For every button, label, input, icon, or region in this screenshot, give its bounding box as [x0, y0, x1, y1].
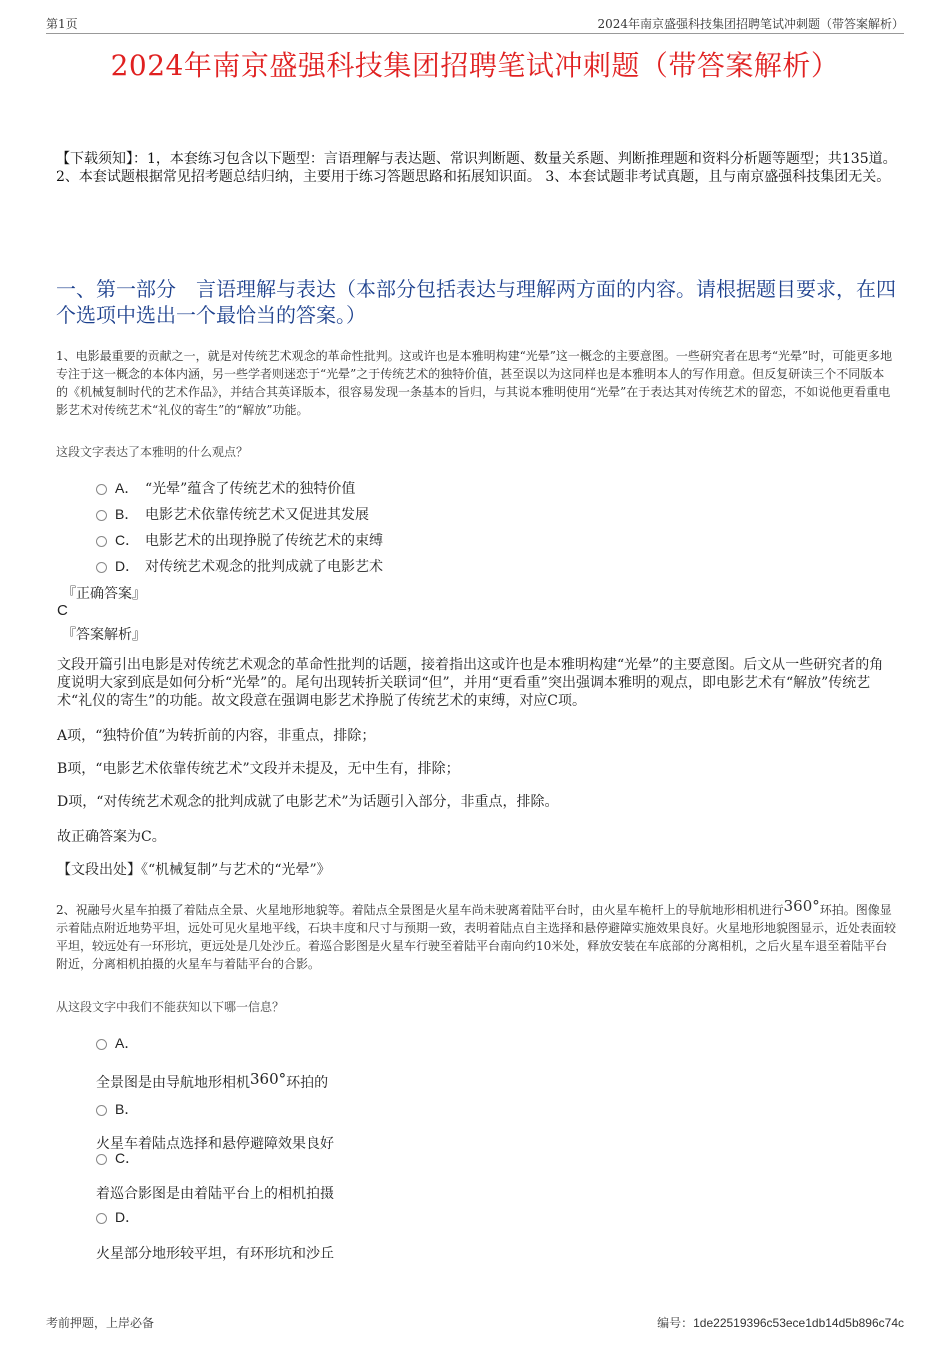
footer-doc-id: 编号：1de22519396c53ece1db14d5b896c74c — [657, 1316, 904, 1330]
analysis-label: 『答案解析』 — [62, 627, 146, 643]
q2-option-b-text: 火星车着陆点选择和悬停避障效果良好 — [96, 1136, 334, 1152]
radio-icon[interactable] — [96, 1213, 107, 1224]
q1-option-b[interactable]: B． 电影艺术依靠传统艺术又促进其发展 — [96, 504, 369, 524]
radio-icon[interactable] — [96, 484, 107, 495]
question-2-text: 2、祝融号火星车拍摄了着陆点全景、火星地形地貌等。着陆点全景图是火星车尚未驶离着陆平台时，由火星车桅杆上的导航地形相机进行360°环拍。图像显示着陆点附近地势平坦，远处可见火星地平线，石块丰度和尺寸与预期一致，表明着陆点自主选择和悬停避障实施效果良好。火星地形地貌图显示，近处表面较平坦，较远处有一环形坑，更远处是几处沙丘。着巡合影图是火星车行驶至着陆平台南向约10米处，释放安装在车底部的分离相机，之后火星车退至着陆平台附近，分离相机拍摄的火星车与着陆平台的合影。 — [56, 897, 897, 971]
header-doc-title: 2024年南京盛强科技集团招聘笔试冲刺题（带答案解析） — [597, 17, 904, 31]
analysis-item-b: B项，“电影艺术依靠传统艺术”文段并未提及，无中生有，排除； — [57, 761, 460, 777]
analysis-conclusion: 故正确答案为C。 — [57, 829, 166, 845]
radio-icon[interactable] — [96, 1105, 107, 1116]
q2-option-d[interactable]: D． — [96, 1207, 145, 1227]
radio-icon[interactable] — [96, 536, 107, 547]
q2-option-b[interactable]: B． — [96, 1099, 145, 1119]
q2-option-a[interactable]: A． — [96, 1033, 145, 1053]
q2-option-a-text: 全景图是由导航地形相机360°环拍的 — [96, 1070, 329, 1091]
q2-option-c[interactable]: C． — [96, 1148, 145, 1168]
page-title: 2024年南京盛强科技集团招聘笔试冲刺题（带答案解析） — [110, 49, 840, 82]
analysis-item-d: D项，“对传统艺术观念的批判成就了电影艺术”为话题引入部分，非重点，排除。 — [57, 794, 559, 810]
q2-option-c-text: 着巡合影图是由着陆平台上的相机拍摄 — [96, 1186, 334, 1202]
q1-option-c[interactable]: C． 电影艺术的出现挣脱了传统艺术的束缚 — [96, 530, 383, 550]
q2-option-d-text: 火星部分地形较平坦，有环形坑和沙丘 — [96, 1246, 334, 1262]
download-notice: 【下载须知】：1，本套练习包含以下题型：言语理解与表达题、常识判断题、数量关系题、判断推理题和资料分析题等题型；共135道。 2、本套试题根据常见招考题总结归纳，主要用于练习答题思路和拓展知识面。 3、本套试题非考试真题，且与南京盛强科技集团无关。 — [56, 151, 897, 185]
radio-icon[interactable] — [96, 562, 107, 573]
analysis-item-a: A项，“独特价值”为转折前的内容，非重点，排除； — [57, 728, 376, 744]
question-1-text: 1、电影最重要的贡献之一，就是对传统艺术观念的革命性批判。这或许也是本雅明构建“光晕”这一概念的主要意图。一些研究者在思考“光晕”时，可能更多地专注于这一概念的本体内涵，另一些学者则迷恋于“光晕”之于传统艺术的独特价值，甚至误以为这同样也是本雅明本人的写作用意。但反复研读三个不同版本的《机械复制时代的艺术作品》，并结合其英译版本，很容易发现一条基本的旨归，与其说本雅明使用“光晕”在于表达其对传统艺术的留恋，不如说他更看重电影艺术对传统艺术“礼仪的寄生”的“解放”功能。 — [56, 349, 893, 417]
q1-option-d[interactable]: D． 对传统艺术观念的批判成就了电影艺术 — [96, 556, 383, 576]
math-360-degree: 360° — [783, 897, 820, 915]
footer-slogan: 考前押题，上岸必备 — [46, 1316, 155, 1330]
question-1-prompt: 这段文字表达了本雅明的什么观点？ — [56, 445, 249, 459]
question-2-prompt: 从这段文字中我们不能获知以下哪一信息？ — [56, 1000, 285, 1014]
section-heading: 一、第一部分 言语理解与表达（本部分包括表达与理解两方面的内容。请根据题目要求，在四个选项中选出一个最恰当的答案。） — [56, 277, 896, 327]
radio-icon[interactable] — [96, 510, 107, 521]
q1-option-a[interactable]: A． “光晕”蕴含了传统艺术的独特价值 — [96, 478, 355, 498]
radio-icon[interactable] — [96, 1154, 107, 1165]
page-number: 第1页 — [46, 17, 78, 31]
radio-icon[interactable] — [96, 1039, 107, 1050]
header-divider — [46, 33, 904, 34]
passage-source: 【文段出处】《“机械复制”与艺术的“光晕”》 — [57, 862, 331, 878]
analysis-text: 文段开篇引出电影是对传统艺术观念的革命性批判的话题，接着指出这或许也是本雅明构建“光晕”的主要意图。后文从一些研究者的角度说明大家到底是如何分析“光晕”的。尾句出现转折关联词“但”，并用“更看重”突出强调本雅明的观点，即电影艺术有“解放”传统艺术“礼仪的寄生”的功能。故文段意在强调电影艺术挣脱了传统艺术的束缚，对应C项。 — [57, 657, 884, 709]
correct-answer-value: C — [57, 602, 68, 619]
math-360-degree: 360° — [250, 1070, 287, 1088]
correct-answer-label: 『正确答案』 — [62, 586, 146, 602]
